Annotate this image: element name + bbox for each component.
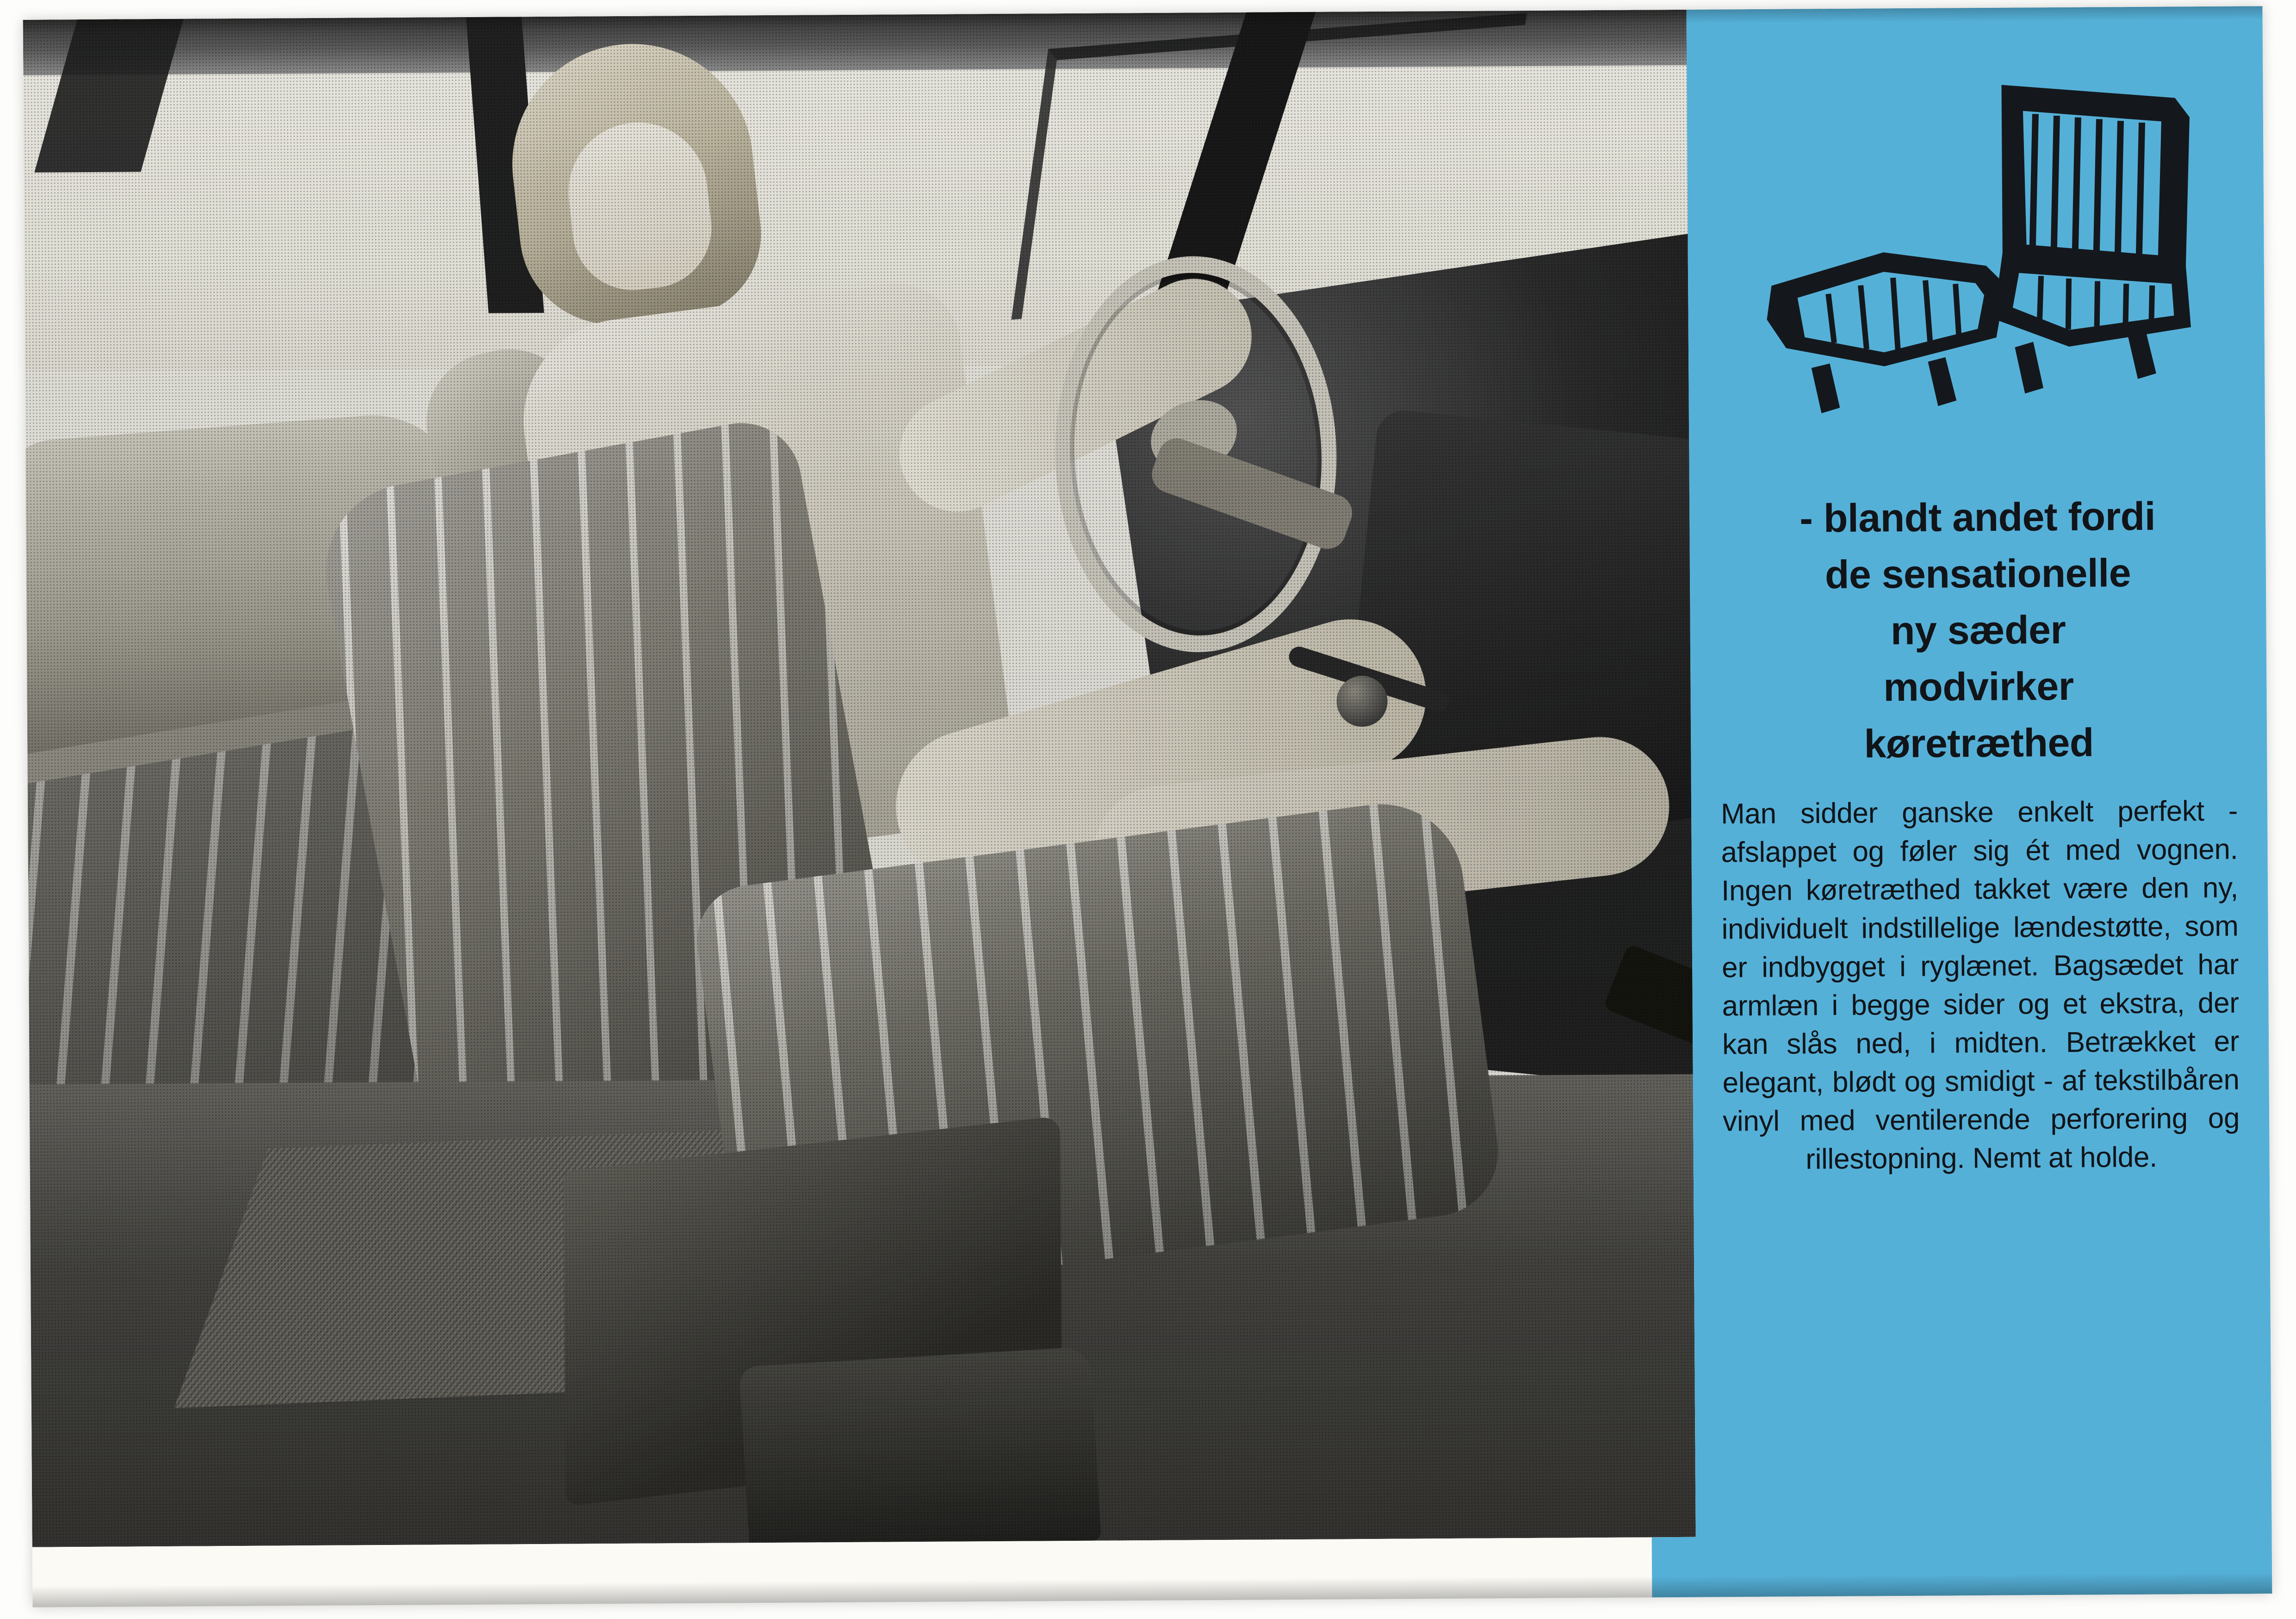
seat-pedestal — [739, 1346, 1101, 1547]
scanned-sheet — [23, 6, 2272, 1607]
panel-headline — [1716, 488, 2240, 773]
headline-line-5: køretræthed — [1864, 720, 2094, 766]
headline-line-2: de sensationelle — [1824, 551, 2131, 598]
headline-line-4: modvirker — [1883, 664, 2074, 710]
interior-photo — [23, 10, 1696, 1547]
panel-body-paragraph: Man sidder ganske enkelt perfekt - afslappet og føler sig ét med vognen. Ingen køretræthed takket være den ny, individuelt indstillelige lændestøtte, som er indbygget i ryglænet. Bagsædet har armlæn i begge sider og et ekstra, der kan slås ned, i midten. Betrækket er elegant, blødt og smidigt - af tekstilbåren vinyl med ventilerende perforering og rillestopning. Nemt at holde. — [1720, 795, 2240, 1176]
info-panel — [1687, 6, 2272, 1597]
info-panel-content — [1687, 6, 2270, 1179]
gear-shifter-knob — [1336, 676, 1388, 727]
panel-body-copy — [1718, 791, 2243, 1179]
headline-line-1: - blandt andet fordi — [1800, 494, 2156, 541]
car-seat-illustration — [1744, 67, 2209, 477]
headline-line-3: ny sæder — [1890, 608, 2066, 654]
